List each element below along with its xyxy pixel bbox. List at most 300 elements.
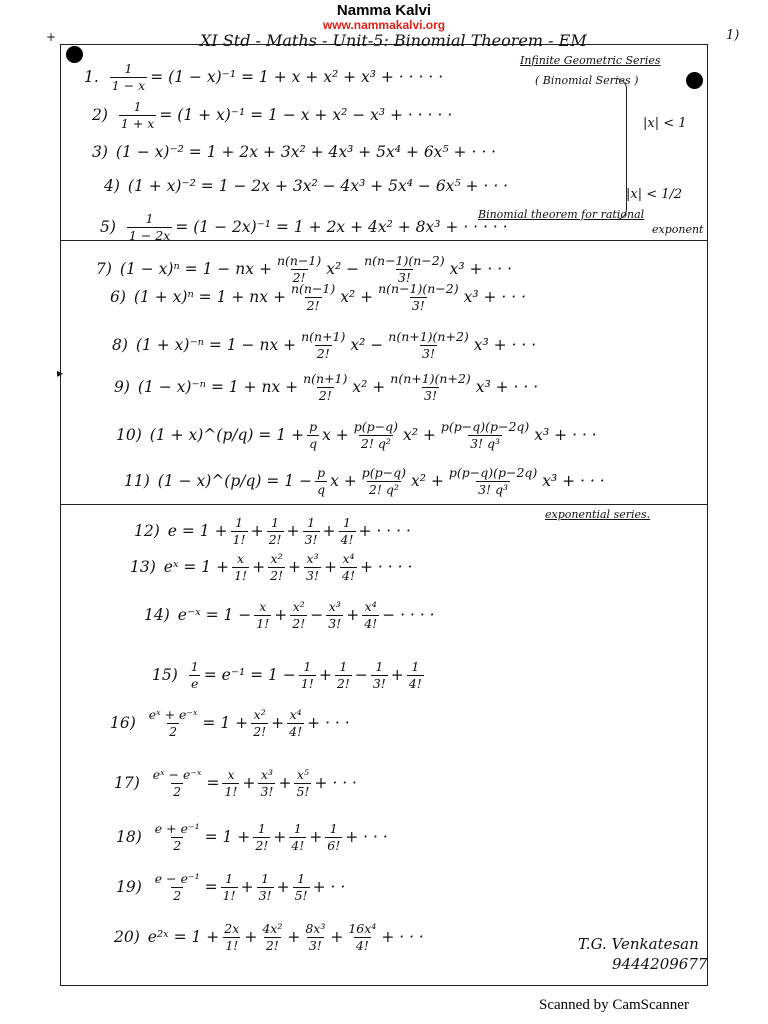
- expression-text: e = 1 +: [167, 521, 228, 540]
- denominator: 1!: [222, 887, 236, 903]
- denominator: 1 − 2x: [128, 227, 171, 243]
- numerator: x²: [292, 599, 305, 614]
- fraction: [267, 516, 284, 547]
- formula-row: [134, 516, 411, 547]
- expression-text: +: [274, 605, 288, 624]
- exponential-series-label: exponential series.: [545, 508, 651, 521]
- expression-text: eˣ = 1 +: [163, 557, 230, 576]
- numerator: 1: [271, 515, 280, 530]
- site-title: Namma Kalvi: [336, 2, 432, 19]
- fraction: [315, 466, 327, 497]
- denominator: 2! q²: [368, 481, 399, 497]
- denominator: 2: [173, 783, 182, 799]
- formula-expression: [150, 872, 345, 903]
- fraction: [407, 660, 424, 691]
- expression-text: +: [287, 927, 301, 946]
- expression-text: (1 − x)⁻ⁿ = 1 + nx +: [137, 377, 299, 396]
- denominator: 1!: [224, 783, 238, 799]
- denominator: 1!: [232, 531, 246, 547]
- formula-expression: [148, 922, 424, 953]
- formula-number: 11): [124, 471, 150, 490]
- expression-text: + · · ·: [307, 713, 350, 732]
- formula-row: [84, 62, 443, 93]
- formula-number: 13): [130, 557, 156, 576]
- expression-text: + · · · ·: [360, 557, 413, 576]
- numerator: 1: [235, 515, 244, 530]
- formula-expression: [116, 100, 452, 131]
- expression-text: +: [322, 521, 336, 540]
- formula-number: 5): [100, 217, 116, 236]
- numerator: p(p−q)(p−2q): [440, 419, 530, 434]
- formula-number: 1.: [84, 67, 99, 86]
- fraction: [293, 872, 310, 903]
- expression-text: x² +: [352, 377, 386, 396]
- expression-text: (1 + x)⁻² = 1 − 2x + 3x² − 4x³ + 5x⁴ − 6x⁵ + · · ·: [127, 177, 509, 195]
- page-number: 1): [726, 28, 740, 43]
- expression-text: (1 + x)ⁿ = 1 + nx +: [133, 287, 286, 306]
- denominator: 2!: [316, 345, 330, 361]
- denominator: q: [309, 435, 318, 451]
- scanner-watermark: Scanned by CamScanner: [539, 997, 689, 1013]
- formula-row: [92, 100, 452, 131]
- denominator: 1!: [256, 615, 270, 631]
- denominator: 3!: [424, 387, 438, 403]
- fraction: [447, 466, 539, 497]
- formula-expression: [168, 516, 411, 547]
- denominator: 4!: [291, 837, 305, 853]
- formula-expression: [148, 768, 357, 799]
- expression-text: x³ + · · ·: [463, 287, 527, 306]
- formula-number: 14): [144, 605, 170, 624]
- formula-expression: [164, 552, 413, 583]
- denominator: 3!: [258, 887, 272, 903]
- expression-text: =: [206, 773, 220, 792]
- fraction: [153, 872, 202, 903]
- expression-text: (1 − x)^(p/q) = 1 −: [157, 471, 313, 490]
- fraction: [289, 282, 337, 313]
- denominator: 4!: [408, 675, 422, 691]
- formula-row: [100, 212, 508, 243]
- expression-text: x +: [322, 425, 349, 444]
- formula-row: [96, 254, 512, 285]
- numerator: 2x: [224, 921, 240, 936]
- numerator: 16x⁴: [348, 921, 377, 936]
- formula-number: 16): [110, 713, 136, 732]
- fraction: [386, 330, 471, 361]
- fraction: [275, 254, 323, 285]
- numerator: p(p−q): [361, 465, 406, 480]
- numerator: n(n−1)(n−2): [364, 253, 445, 268]
- denominator: 4!: [355, 937, 369, 953]
- expression-text: − · · · ·: [382, 605, 435, 624]
- fraction: [362, 254, 447, 285]
- formula-expression: [128, 178, 508, 195]
- formula-row: [92, 144, 496, 161]
- numerator: 1: [145, 211, 154, 226]
- denominator: 3! q³: [470, 435, 501, 451]
- numerator: eˣ − e⁻ˣ: [152, 767, 202, 782]
- expression-text: +: [240, 877, 254, 896]
- denominator: 3!: [304, 531, 318, 547]
- rational-exponent-label-2: exponent: [652, 223, 704, 236]
- numerator: n(n+1)(n+2): [388, 329, 469, 344]
- denominator: 3!: [411, 297, 425, 313]
- expression-text: (1 + x)^(p/q) = 1 +: [149, 425, 305, 444]
- formula-number: 20): [114, 927, 140, 946]
- expression-text: + · · · ·: [358, 521, 411, 540]
- expression-text: +: [252, 557, 266, 576]
- numerator: x: [227, 767, 235, 782]
- expression-text: +: [244, 927, 258, 946]
- numerator: x³: [260, 767, 273, 782]
- expression-text: −: [354, 665, 368, 684]
- expression-text: x +: [330, 471, 357, 490]
- denominator: 5!: [294, 887, 308, 903]
- numerator: e + e⁻¹: [154, 821, 200, 836]
- numerator: 1: [190, 659, 199, 674]
- formula-expression: [138, 372, 538, 403]
- denominator: 4!: [364, 615, 378, 631]
- geometric-series-label: Infinite Geometric Series: [520, 54, 661, 67]
- expression-text: e⁻ˣ = 1 −: [177, 605, 252, 624]
- fraction: [257, 872, 274, 903]
- denominator: q: [317, 481, 326, 497]
- expression-text: = e⁻¹ = 1 −: [203, 665, 296, 684]
- formula-expression: [150, 420, 597, 451]
- numerator: eˣ + e⁻ˣ: [148, 707, 198, 722]
- denominator: 3!: [372, 675, 386, 691]
- denominator: 2: [173, 887, 182, 903]
- numerator: x: [237, 551, 245, 566]
- numerator: x³: [306, 551, 319, 566]
- numerator: n(n+1)(n+2): [390, 371, 471, 386]
- numerator: 1: [375, 659, 384, 674]
- fraction: [287, 708, 304, 739]
- fraction: [254, 600, 271, 631]
- fraction: [231, 516, 248, 547]
- formula-number: 2): [92, 105, 108, 124]
- expression-text: x² +: [403, 425, 436, 444]
- denominator: 3!: [308, 937, 322, 953]
- formula-row: [130, 552, 412, 583]
- expression-text: +: [324, 557, 338, 576]
- numerator: x³: [328, 599, 341, 614]
- denominator: 2!: [336, 675, 350, 691]
- expression-text: x³ + · · ·: [542, 471, 605, 490]
- numerator: n(n−1)(n−2): [378, 281, 459, 296]
- formula-row: [124, 466, 605, 497]
- fraction: [151, 768, 204, 799]
- formula-number: 7): [96, 259, 112, 278]
- formula-row: [114, 922, 424, 953]
- formula-row: [152, 660, 427, 691]
- numerator: n(n−1): [276, 253, 322, 268]
- author-name: T.G. Venkatesan: [578, 935, 699, 953]
- formula-row: [114, 372, 538, 403]
- numerator: 1: [257, 821, 266, 836]
- expression-text: x² −: [350, 335, 384, 354]
- fraction: [439, 420, 531, 451]
- denominator: 3!: [260, 783, 274, 799]
- formula-row: [116, 872, 345, 903]
- denominator: 2!: [292, 615, 306, 631]
- numerator: 1: [339, 659, 348, 674]
- expression-text: x² −: [326, 259, 360, 278]
- formula-expression: [158, 466, 605, 497]
- expression-text: = (1 − 2x)⁻¹ = 1 + 2x + 4x² + 8x³ + · · · · ·: [175, 217, 508, 236]
- fraction: [340, 552, 357, 583]
- denominator: 2!: [268, 531, 282, 547]
- fraction: [299, 330, 347, 361]
- fraction: [303, 922, 327, 953]
- expression-text: x³ + · · ·: [449, 259, 513, 278]
- fraction: [307, 420, 319, 451]
- denominator: 2: [173, 837, 182, 853]
- denominator: 4!: [289, 723, 303, 739]
- formula-expression: [124, 212, 508, 243]
- formula-expression: [186, 660, 427, 691]
- author-phone: 9444209677: [612, 955, 708, 974]
- denominator: 3!: [422, 345, 436, 361]
- fraction: [127, 212, 172, 243]
- numerator: n(n+1): [301, 329, 346, 344]
- fraction: [260, 922, 284, 953]
- denominator: 3! q³: [478, 481, 509, 497]
- numerator: x⁴: [342, 551, 355, 566]
- numerator: 4x²: [262, 921, 283, 936]
- numerator: x⁴: [289, 707, 302, 722]
- formula-row: [116, 420, 597, 451]
- fraction: [339, 516, 356, 547]
- expression-text: (1 − x)ⁿ = 1 − nx +: [119, 259, 272, 278]
- fraction: [153, 822, 202, 853]
- numerator: 1: [293, 821, 302, 836]
- fraction: [110, 62, 147, 93]
- denominator: 4!: [342, 567, 356, 583]
- denominator: 1!: [225, 937, 239, 953]
- site-url[interactable]: www.nammakalvi.org: [322, 18, 446, 32]
- expression-text: +: [271, 713, 285, 732]
- formula-row: [110, 708, 350, 739]
- denominator: 4!: [340, 531, 354, 547]
- expression-text: x² +: [411, 471, 444, 490]
- fraction: [268, 552, 285, 583]
- expression-text: +: [390, 665, 404, 684]
- expression-text: +: [242, 773, 256, 792]
- fraction: [376, 282, 461, 313]
- fraction: [119, 100, 156, 131]
- formula-expression: [150, 822, 388, 853]
- expression-text: +: [273, 827, 287, 846]
- formula-expression: [116, 144, 496, 161]
- expression-text: (1 − x)⁻² = 1 + 2x + 3x² + 4x³ + 5x⁴ + 6x⁵ + · · ·: [115, 143, 497, 161]
- numerator: 1: [124, 61, 133, 76]
- denominator: 2!: [265, 937, 279, 953]
- numerator: x²: [253, 707, 266, 722]
- fraction: [325, 822, 342, 853]
- numerator: 1: [303, 659, 312, 674]
- condition-abs-x-lt-half: |x| < 1/2: [626, 187, 683, 202]
- formula-number: 12): [134, 521, 160, 540]
- rational-exponent-label: Binomial theorem for rational: [478, 208, 645, 221]
- margin-mark-mid: ▸: [57, 366, 64, 380]
- expression-text: x³ + · · ·: [534, 425, 597, 444]
- condition-abs-x-lt-1: |x| < 1: [643, 116, 687, 131]
- numerator: x⁵: [296, 767, 309, 782]
- expression-text: + · · ·: [314, 773, 357, 792]
- expression-text: + · · ·: [381, 927, 424, 946]
- numerator: x: [259, 599, 267, 614]
- numerator: p: [317, 465, 326, 480]
- fraction: [232, 552, 249, 583]
- expression-text: = (1 − x)⁻¹ = 1 + x + x² + x³ + · · · · ·: [150, 67, 444, 86]
- binomial-series-label: ( Binomial Series ): [535, 74, 639, 87]
- denominator: 2!: [253, 723, 267, 739]
- numerator: p(p−q)(p−2q): [448, 465, 538, 480]
- numerator: 1: [297, 871, 306, 886]
- numerator: 1: [343, 515, 351, 530]
- fraction: [294, 768, 311, 799]
- fraction: [360, 466, 408, 497]
- expression-text: +: [288, 557, 302, 576]
- formula-expression: [178, 600, 435, 631]
- formula-expression: [136, 330, 536, 361]
- numerator: 1: [411, 659, 420, 674]
- topic-heading: XI Std - Maths - Unit-5: Binomial Theorem - EM: [200, 31, 587, 50]
- formula-number: 9): [114, 377, 130, 396]
- expression-text: x² +: [340, 287, 374, 306]
- formula-number: 4): [104, 177, 120, 195]
- numerator: n(n−1): [290, 281, 336, 296]
- fraction: [299, 660, 316, 691]
- section-divider-2: [60, 504, 708, 505]
- expression-text: +: [276, 877, 290, 896]
- denominator: 1 + x: [120, 115, 155, 131]
- denominator: 2!: [306, 297, 320, 313]
- expression-text: + · · ·: [345, 827, 388, 846]
- denominator: 1!: [234, 567, 248, 583]
- expression-text: +: [278, 773, 292, 792]
- numerator: 1: [225, 871, 234, 886]
- expression-text: e²ˣ = 1 +: [147, 927, 220, 946]
- denominator: 3!: [306, 567, 320, 583]
- expression-text: = (1 + x)⁻¹ = 1 − x + x² − x³ + · · · · ·: [159, 105, 453, 124]
- formula-row: [114, 768, 357, 799]
- expression-text: −: [310, 605, 324, 624]
- formula-row: [110, 282, 526, 313]
- expression-text: +: [250, 521, 264, 540]
- formula-number: 10): [116, 425, 142, 444]
- author-signature: [578, 934, 707, 975]
- fraction: [221, 872, 238, 903]
- denominator: e: [191, 675, 199, 691]
- numerator: 1: [261, 871, 270, 886]
- expression-text: x³ + · · ·: [475, 377, 539, 396]
- fraction: [253, 822, 270, 853]
- formula-expression: [144, 708, 350, 739]
- fraction: [258, 768, 275, 799]
- denominator: 6!: [327, 837, 341, 853]
- margin-mark-top: +: [46, 30, 57, 44]
- formula-number: 19): [116, 877, 142, 896]
- denominator: 2: [169, 723, 178, 739]
- formula-number: 6): [110, 287, 126, 306]
- formula-row: [116, 822, 388, 853]
- fraction: [388, 372, 473, 403]
- expression-text: + · ·: [312, 877, 346, 896]
- fraction: [335, 660, 352, 691]
- formula-number: 17): [114, 773, 140, 792]
- fraction: [303, 516, 320, 547]
- fraction: [222, 768, 239, 799]
- numerator: 1: [329, 821, 338, 836]
- expression-text: = 1 +: [204, 827, 251, 846]
- expression-text: +: [330, 927, 344, 946]
- denominator: 3!: [397, 269, 411, 285]
- formula-number: 18): [116, 827, 142, 846]
- denominator: 2!: [270, 567, 284, 583]
- denominator: 5!: [296, 783, 310, 799]
- fraction: [371, 660, 388, 691]
- expression-text: =: [204, 877, 218, 896]
- fraction: [222, 922, 241, 953]
- numerator: e − e⁻¹: [154, 871, 200, 886]
- fraction: [301, 372, 349, 403]
- fraction: [289, 822, 306, 853]
- fraction: [346, 922, 378, 953]
- formula-row: [104, 178, 508, 195]
- expression-text: (1 + x)⁻ⁿ = 1 − nx +: [135, 335, 297, 354]
- formula-row: [144, 600, 435, 631]
- numerator: 1: [133, 99, 142, 114]
- formula-row: [112, 330, 536, 361]
- formula-number: 3): [92, 143, 108, 161]
- expression-text: = 1 +: [202, 713, 249, 732]
- fraction: [290, 600, 307, 631]
- denominator: 1 − x: [111, 77, 146, 93]
- fraction: [304, 552, 321, 583]
- expression-text: +: [286, 521, 300, 540]
- numerator: 8x³: [305, 921, 326, 936]
- denominator: 2!: [292, 269, 306, 285]
- numerator: x⁴: [364, 599, 377, 614]
- formula-number: 8): [112, 335, 128, 354]
- fraction: [326, 600, 343, 631]
- fraction: [362, 600, 379, 631]
- fraction: [189, 660, 201, 691]
- numerator: 1: [307, 515, 316, 530]
- numerator: x²: [270, 551, 283, 566]
- expression-text: +: [318, 665, 332, 684]
- numerator: p: [309, 419, 318, 434]
- fraction: [251, 708, 268, 739]
- numerator: n(n+1): [303, 371, 348, 386]
- formula-expression: [107, 62, 443, 93]
- expression-text: +: [346, 605, 360, 624]
- formula-expression: [134, 282, 526, 313]
- denominator: 3!: [328, 615, 342, 631]
- expression-text: +: [309, 827, 323, 846]
- denominator: 2!: [255, 837, 269, 853]
- expression-text: x³ + · · ·: [473, 335, 537, 354]
- fraction: [352, 420, 400, 451]
- denominator: 2!: [318, 387, 332, 403]
- formula-number: 15): [152, 665, 178, 684]
- numerator: p(p−q): [353, 419, 398, 434]
- denominator: 1!: [300, 675, 314, 691]
- denominator: 2! q²: [360, 435, 391, 451]
- formula-expression: [120, 254, 512, 285]
